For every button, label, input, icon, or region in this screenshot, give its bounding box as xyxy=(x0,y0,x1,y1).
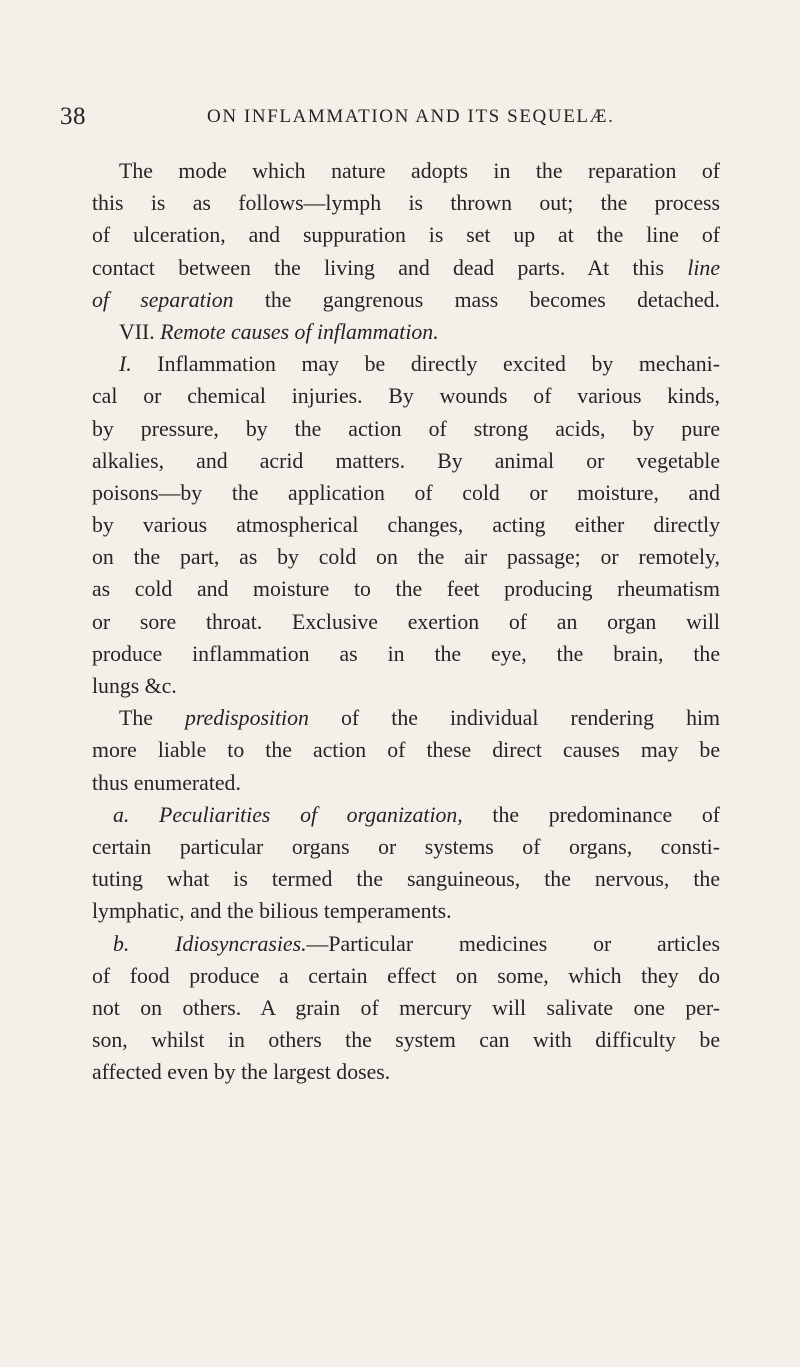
text-line: by pressure, by the action of strong acids, by pure xyxy=(92,416,720,441)
text-line: of ulceration, and suppuration is set up at the line of xyxy=(92,223,720,248)
text-line: of food produce a certain effect on some, which they do xyxy=(92,963,720,988)
text-line: I. Inflammation may be directly excited by mechani- xyxy=(119,352,720,377)
text-line: by various atmospherical changes, acting either directly xyxy=(92,513,720,538)
text-line: on the part, as by cold on the air passage; or remotely, xyxy=(92,545,720,570)
text-line: contact between the living and dead parts. At this line xyxy=(92,255,720,280)
text-line: this is as follows—lymph is thrown out; the process xyxy=(92,191,720,216)
text-line: affected even by the largest doses. xyxy=(92,1060,391,1085)
text-line: produce inflammation as in the eye, the brain, the xyxy=(92,641,720,666)
text-line: a. Peculiarities of organization, the predominance of xyxy=(113,802,720,827)
text-line: as cold and moisture to the feet producing rheumatism xyxy=(92,577,720,602)
text-line: more liable to the action of these direct causes may be xyxy=(92,738,720,763)
text-line: lungs &c. xyxy=(92,674,177,698)
text-line: alkalies, and acrid matters. By animal or vegetable xyxy=(92,448,720,473)
running-title: ON INFLAMMATION AND ITS SEQUELÆ. xyxy=(207,106,615,127)
text-line: not on others. A grain of mercury will salivate one per- xyxy=(92,995,720,1020)
body-text xyxy=(92,155,720,1088)
text-line: b. Idiosyncrasies.—Particular medicines or articles xyxy=(113,931,720,956)
text-line: son, whilst in others the system can with difficulty be xyxy=(92,1028,720,1053)
text-line: thus enumerated. xyxy=(92,770,241,795)
text-line: poisons—by the application of cold or moisture, and xyxy=(92,480,720,505)
page-number: 38 xyxy=(60,103,86,130)
text-line: The mode which nature adopts in the reparation of xyxy=(119,159,720,183)
section-heading: VII. Remote causes of inflammation. xyxy=(119,319,439,344)
text-line: cal or chemical injuries. By wounds of various kinds, xyxy=(92,384,720,409)
text-line: or sore throat. Exclusive exertion of an organ will xyxy=(92,609,720,634)
running-head xyxy=(60,103,740,143)
text-line: tuting what is termed the sanguineous, the nervous, the xyxy=(92,867,720,892)
text-line: The predisposition of the individual rendering him xyxy=(119,706,720,731)
text-line: certain particular organs or systems of organs, consti- xyxy=(92,834,720,859)
text-line: lymphatic, and the bilious temperaments. xyxy=(92,899,452,924)
text-line: of separation the gangrenous mass becomes detached. xyxy=(92,287,720,312)
